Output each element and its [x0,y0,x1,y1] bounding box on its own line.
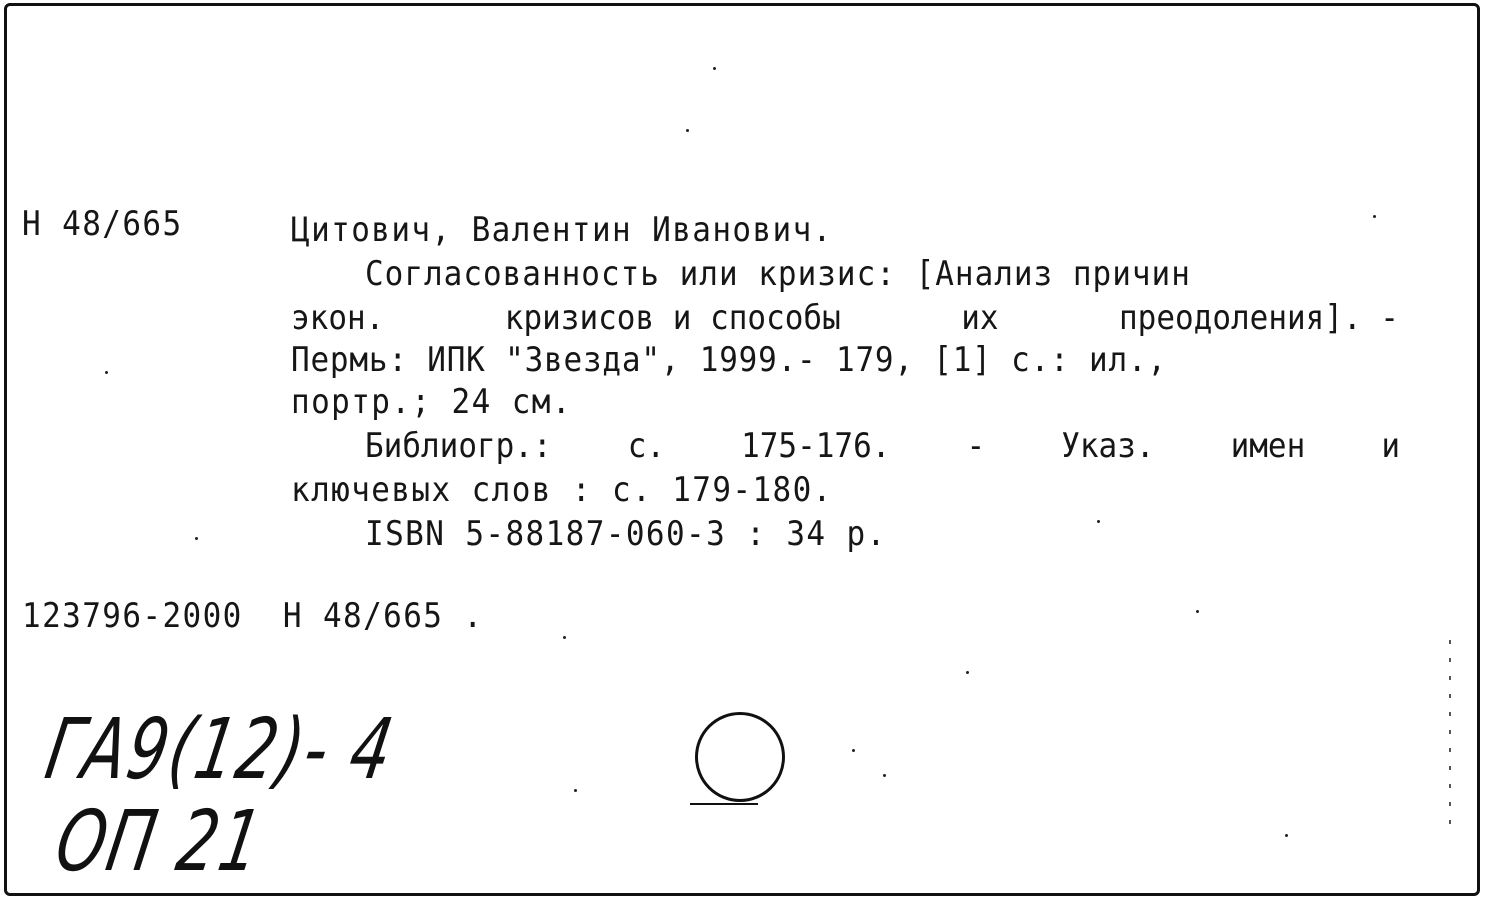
scan-speck [1373,215,1376,218]
author-heading: Цитович, Валентин Иванович. [291,210,833,250]
scan-speck [1196,610,1199,613]
punch-hole-underline [690,803,758,805]
title-word: экон. [291,298,385,338]
handwritten-shelf-mark: ГА9(12)- 4 [39,699,402,799]
title-word: кризисов и способы [504,298,841,338]
scan-speck [1097,520,1100,523]
scan-speck [105,371,108,374]
scan-speck [195,537,198,540]
scan-speck [713,67,716,70]
imprint-line: Пермь: ИПК "Звезда", 1999.- 179, [1] с.: ил., [291,340,1167,380]
call-number: Н 48/665 [22,204,183,244]
scan-speck [563,636,566,639]
note-word: Указ. [1061,426,1155,466]
bibliography-note-continued: ключевых слов : с. 179-180. [291,470,833,510]
note-word: и [1381,426,1400,466]
bibliography-note [365,426,1400,466]
title-line-continued [291,298,1399,338]
scan-speck [966,671,969,674]
scan-speck [883,774,886,777]
scan-speck [686,129,689,132]
punch-hole-circle [695,712,785,802]
note-word: - [966,426,986,466]
title-line: Согласованность или кризис: [Анализ причин [365,254,1191,294]
note-word: с. [627,426,666,466]
note-word: имен [1230,426,1306,466]
handwritten-code: ОП 21 [49,791,271,891]
scan-speck [852,749,855,752]
title-word: преодоления]. - [1119,298,1399,338]
physical-description: портр.; 24 см. [291,382,572,422]
card-edge-marks [1449,640,1451,835]
scan-speck [1285,834,1288,837]
accession-line: 123796-2000 Н 48/665 . [22,596,484,636]
note-word: 175-176. [741,426,891,466]
note-word: Библиогр.: [365,426,552,466]
isbn-line: ISBN 5-88187-060-3 : 34 р. [365,514,887,554]
scan-speck [574,789,577,792]
title-word: их [961,298,999,338]
